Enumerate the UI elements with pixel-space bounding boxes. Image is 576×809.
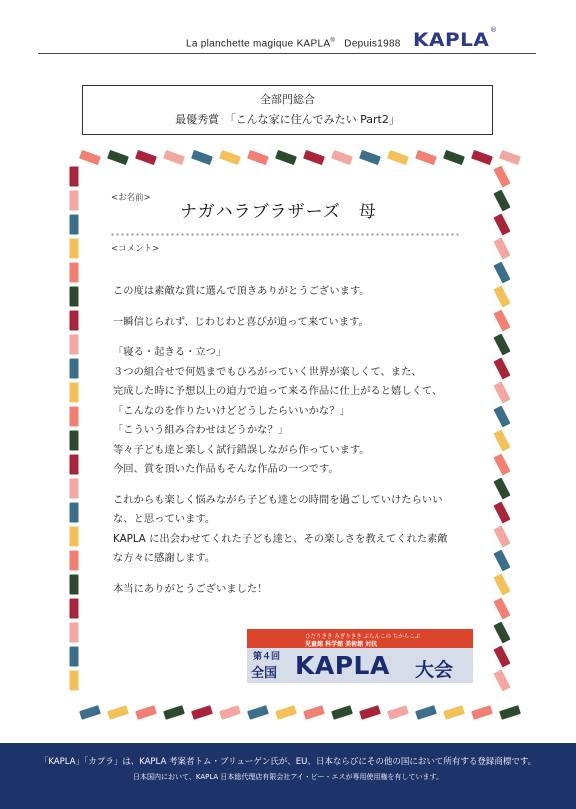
plank-decoration — [275, 150, 297, 165]
plank-decoration — [493, 310, 510, 332]
comment-line: KAPLA に出会わせてくれた子ども達と、その楽しさを教えてくれた素敵 — [113, 532, 448, 545]
plank-decoration — [70, 167, 79, 187]
plank-decoration — [79, 150, 101, 165]
plank-decoration — [70, 599, 79, 619]
plank-decoration — [493, 286, 510, 308]
header-divider — [38, 53, 536, 54]
kapla-logo: KAPLA — [413, 29, 490, 51]
plank-decoration — [107, 705, 129, 720]
plank-decoration — [191, 705, 213, 720]
plank-decoration — [70, 431, 79, 451]
comment-paragraph-1: この度は素敵な賞に選んで頂きありがとうございます。 — [113, 285, 370, 297]
banner-nationwide: 全国 — [251, 666, 278, 681]
plank-decoration — [359, 150, 381, 165]
banner-event: 大会 — [415, 659, 454, 681]
plank-decoration — [70, 527, 79, 547]
plank-decoration — [70, 623, 79, 643]
plank-decoration — [359, 705, 381, 720]
plank-decoration — [331, 150, 353, 165]
plank-decoration — [493, 646, 510, 668]
plank-decoration — [493, 382, 510, 404]
plank-decoration — [70, 215, 79, 235]
brand-tagline: La planchette magique KAPLA® Depuis1988 — [186, 38, 401, 50]
plank-decoration — [70, 407, 79, 427]
plank-decoration — [387, 150, 409, 165]
plank-decoration — [415, 150, 437, 165]
plank-decoration — [70, 551, 79, 571]
plank-decoration — [219, 150, 241, 165]
plank-decoration — [493, 598, 510, 620]
plank-decoration — [331, 705, 353, 720]
plank-decoration — [70, 287, 79, 307]
plank-decoration — [303, 705, 325, 720]
plank-decoration — [471, 150, 493, 165]
plank-decoration — [70, 455, 79, 475]
trademark-footer — [0, 743, 576, 809]
comment-line: これからも楽しく悩みながら子ども達との時間を過ごしていけたらいい — [113, 493, 443, 506]
award-title: 最優秀賞 「こんな家に住んでみたい Part2」 — [175, 113, 400, 126]
banner-subtitle: ひだりきき みぎりきき ぶらんこの ちからこぶ — [305, 634, 421, 640]
comment-paragraph-2: 一瞬信じられず、じわじわと喜びが迫って来ています。 — [113, 315, 369, 328]
plank-decoration — [247, 150, 269, 165]
plank-decoration — [493, 526, 510, 548]
comment-line: 「こんなのを作りたいけどどうしたらいいかな？」 — [113, 404, 350, 417]
entrant-name: ナガハラブラザーズ 母 — [180, 202, 377, 222]
plank-decoration — [70, 671, 79, 691]
plank-decoration — [493, 262, 510, 284]
plank-decoration — [70, 503, 79, 523]
plank-decoration — [70, 359, 79, 379]
banner-subtitle-2: 児童館 科学館 美術館 対抗 — [305, 641, 378, 648]
comment-line: 今回、賞を頂いた作品もそんな作品の一つです。 — [113, 463, 339, 475]
comment-label: <コメント> — [111, 244, 160, 254]
plank-decoration — [493, 430, 510, 452]
plank-decoration — [70, 479, 79, 499]
plank-decoration — [493, 502, 510, 524]
license-notice: 日本国内において、KAPLA 日本総代理店有限会社アイ・ビー・エスが専用使用権を有しています。 — [133, 773, 443, 781]
plank-decoration — [493, 214, 510, 236]
plank-decoration — [443, 705, 465, 720]
page-header — [0, 0, 576, 55]
comment-body — [113, 282, 473, 599]
plank-decoration — [493, 670, 510, 692]
plank-decoration — [70, 383, 79, 403]
banner-edition: 第４回 — [253, 652, 281, 662]
plank-decoration — [107, 150, 129, 165]
comment-line: 完成した時に予想以上の迫力で迫って来る作品に仕上がると嬉しくて、 — [113, 385, 443, 397]
since-label: Depuis1988 — [344, 38, 401, 50]
banner-brand: KAPLA — [295, 651, 390, 680]
plank-decoration — [275, 705, 297, 720]
plank-decoration — [493, 550, 510, 572]
plank-decoration — [415, 705, 437, 720]
name-label: <お名前> — [111, 193, 151, 203]
plank-decoration — [191, 150, 213, 165]
plank-decoration — [499, 150, 521, 165]
plank-decoration — [219, 705, 241, 720]
logo-registered-mark: ® — [490, 26, 497, 34]
plank-decoration — [493, 406, 510, 428]
plank-decoration — [443, 150, 465, 165]
dotted-divider — [110, 233, 460, 236]
plank-decoration — [493, 574, 510, 596]
plank-decoration — [163, 705, 185, 720]
trademark-notice: 「KAPLA」「カプラ」は、KAPLA 考案者トム・ブリューゲン氏が、EU、日本ならびにその他の国において所有する登録商標です。 — [39, 757, 537, 767]
comment-line: ３つの組合せで何処までもひろがっていく世界が楽しくて、また、 — [113, 365, 422, 378]
award-category: 全部門総合 — [260, 93, 315, 106]
plank-decoration — [70, 239, 79, 259]
plank-decoration — [493, 238, 510, 260]
plank-decoration — [493, 190, 510, 212]
comment-line: 「寝る・起きる・立つ」 — [113, 346, 227, 358]
plank-decoration — [247, 705, 269, 720]
comment-line: 「こういう組み合わせはどうかな？」 — [113, 424, 289, 436]
comment-closing: 本当にありがとうございました！ — [113, 582, 268, 595]
plank-decoration — [135, 705, 157, 720]
comment-line: な、と思っています。 — [113, 513, 216, 525]
plank-decoration — [135, 150, 157, 165]
plank-decoration — [499, 705, 521, 720]
comment-line: 等々子ども達と楽しく試行錯誤しながら作っています。 — [113, 443, 370, 456]
plank-decoration — [70, 263, 79, 283]
plank-decoration — [163, 150, 185, 165]
plank-decoration — [79, 705, 101, 720]
plank-decoration — [70, 647, 79, 667]
plank-decoration — [493, 454, 510, 476]
plank-decoration — [493, 334, 510, 356]
plank-decoration — [493, 622, 510, 644]
plank-decoration — [493, 166, 510, 188]
plank-decoration — [70, 311, 79, 331]
plank-decoration — [493, 478, 510, 500]
plank-decoration — [493, 358, 510, 380]
award-box — [82, 85, 493, 135]
plank-decoration — [70, 191, 79, 211]
plank-decoration — [70, 575, 79, 595]
comment-line: な方々に感謝します。 — [113, 552, 216, 564]
kapla-tournament-banner — [247, 629, 473, 683]
plank-decoration — [303, 150, 325, 165]
plank-decoration — [471, 705, 493, 720]
plank-decoration — [70, 335, 79, 355]
plank-decoration — [387, 705, 409, 720]
